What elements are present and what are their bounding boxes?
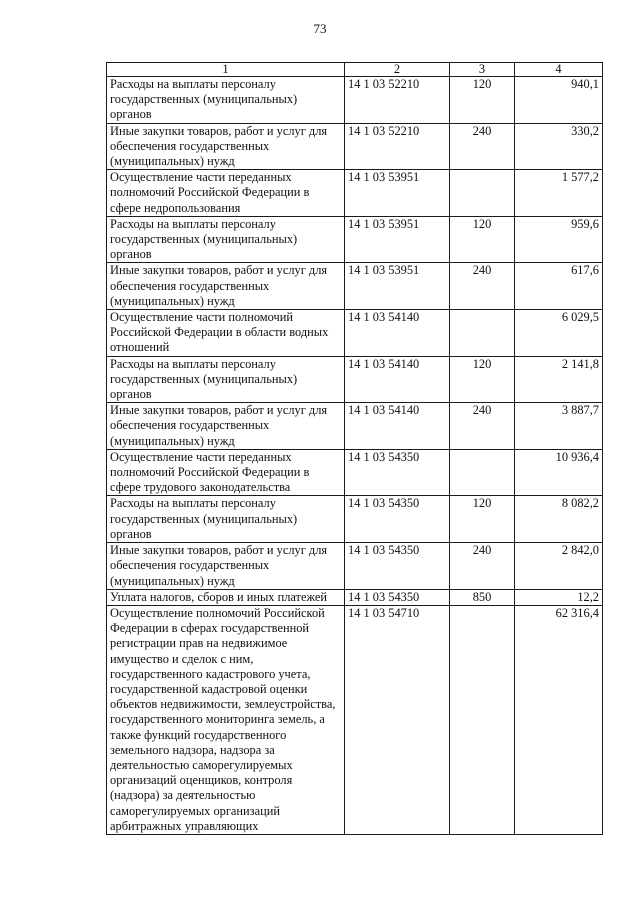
row-code: 14 1 03 54710 — [345, 605, 450, 834]
row-name: Осуществление части полномочий Российской Федерации в области водных отношений — [107, 310, 345, 357]
row-name: Уплата налогов, сборов и иных платежей — [107, 589, 345, 605]
row-name: Расходы на выплаты персоналу государственных (муниципальных) органов — [107, 216, 345, 263]
table-row — [107, 263, 603, 310]
header-col-3: 3 — [450, 63, 515, 77]
page-number: 73 — [313, 21, 327, 36]
row-type — [450, 605, 515, 834]
row-type: 850 — [450, 589, 515, 605]
table-row — [107, 216, 603, 263]
row-code: 14 1 03 54140 — [345, 310, 450, 357]
row-sum: 6 029,5 — [515, 310, 603, 357]
table-row — [107, 310, 603, 357]
table-row — [107, 496, 603, 543]
table-header-row — [107, 63, 603, 77]
table-row — [107, 77, 603, 124]
row-code: 14 1 03 54350 — [345, 496, 450, 543]
row-name: Осуществление части переданных полномочий Российской Федерации в сфере недропользования — [107, 170, 345, 217]
table-row — [107, 356, 603, 403]
row-type — [450, 449, 515, 496]
row-code: 14 1 03 52210 — [345, 77, 450, 124]
row-name: Осуществление полномочий Российской Федерации в сферах государственной регистрации прав на недвижимое имущество и сделок с ним, государственного кадастрового учета, государственной кадастровой оценки объектов недвижимости, землеустройства, государственного мониторинга земель, а также функций государственного земельного надзора, надзора за деятельностью саморегулируемых организаций оценщиков, контроля (надзора) за деятельностью саморегулируемых организаций арбитражных управляющих — [107, 605, 345, 834]
table-row — [107, 589, 603, 605]
row-type: 120 — [450, 77, 515, 124]
row-sum: 10 936,4 — [515, 449, 603, 496]
row-name: Осуществление части переданных полномочий Российской Федерации в сфере трудового законодательства — [107, 449, 345, 496]
row-name: Иные закупки товаров, работ и услуг для обеспечения государственных (муниципальных) нужд — [107, 543, 345, 590]
row-name: Иные закупки товаров, работ и услуг для обеспечения государственных (муниципальных) нужд — [107, 263, 345, 310]
row-code: 14 1 03 54350 — [345, 543, 450, 590]
row-sum: 12,2 — [515, 589, 603, 605]
row-type: 120 — [450, 216, 515, 263]
row-code: 14 1 03 54140 — [345, 356, 450, 403]
table-row — [107, 403, 603, 450]
row-type: 240 — [450, 403, 515, 450]
row-name: Расходы на выплаты персоналу государственных (муниципальных) органов — [107, 496, 345, 543]
table-row — [107, 543, 603, 590]
row-name: Иные закупки товаров, работ и услуг для обеспечения государственных (муниципальных) нужд — [107, 403, 345, 450]
row-code: 14 1 03 53951 — [345, 170, 450, 217]
header-col-2: 2 — [345, 63, 450, 77]
row-type: 240 — [450, 263, 515, 310]
row-type — [450, 310, 515, 357]
row-code: 14 1 03 52210 — [345, 123, 450, 170]
row-sum: 8 082,2 — [515, 496, 603, 543]
table-row — [107, 605, 603, 834]
row-type: 120 — [450, 356, 515, 403]
header-col-4: 4 — [515, 63, 603, 77]
header-col-1: 1 — [107, 63, 345, 77]
row-sum: 62 316,4 — [515, 605, 603, 834]
row-code: 14 1 03 54350 — [345, 589, 450, 605]
row-sum: 3 887,7 — [515, 403, 603, 450]
row-sum: 959,6 — [515, 216, 603, 263]
row-name: Иные закупки товаров, работ и услуг для обеспечения государственных (муниципальных) нужд — [107, 123, 345, 170]
row-type: 240 — [450, 543, 515, 590]
row-name: Расходы на выплаты персоналу государственных (муниципальных) органов — [107, 356, 345, 403]
row-code: 14 1 03 53951 — [345, 216, 450, 263]
row-code: 14 1 03 54350 — [345, 449, 450, 496]
row-code: 14 1 03 54140 — [345, 403, 450, 450]
row-sum: 330,2 — [515, 123, 603, 170]
row-name: Расходы на выплаты персоналу государственных (муниципальных) органов — [107, 77, 345, 124]
row-sum: 1 577,2 — [515, 170, 603, 217]
row-sum: 2 842,0 — [515, 543, 603, 590]
table-row — [107, 170, 603, 217]
row-sum: 617,6 — [515, 263, 603, 310]
table-row — [107, 449, 603, 496]
row-type: 240 — [450, 123, 515, 170]
row-type: 120 — [450, 496, 515, 543]
row-type — [450, 170, 515, 217]
budget-table — [106, 62, 603, 835]
table-row — [107, 123, 603, 170]
row-sum: 2 141,8 — [515, 356, 603, 403]
row-code: 14 1 03 53951 — [345, 263, 450, 310]
row-sum: 940,1 — [515, 77, 603, 124]
